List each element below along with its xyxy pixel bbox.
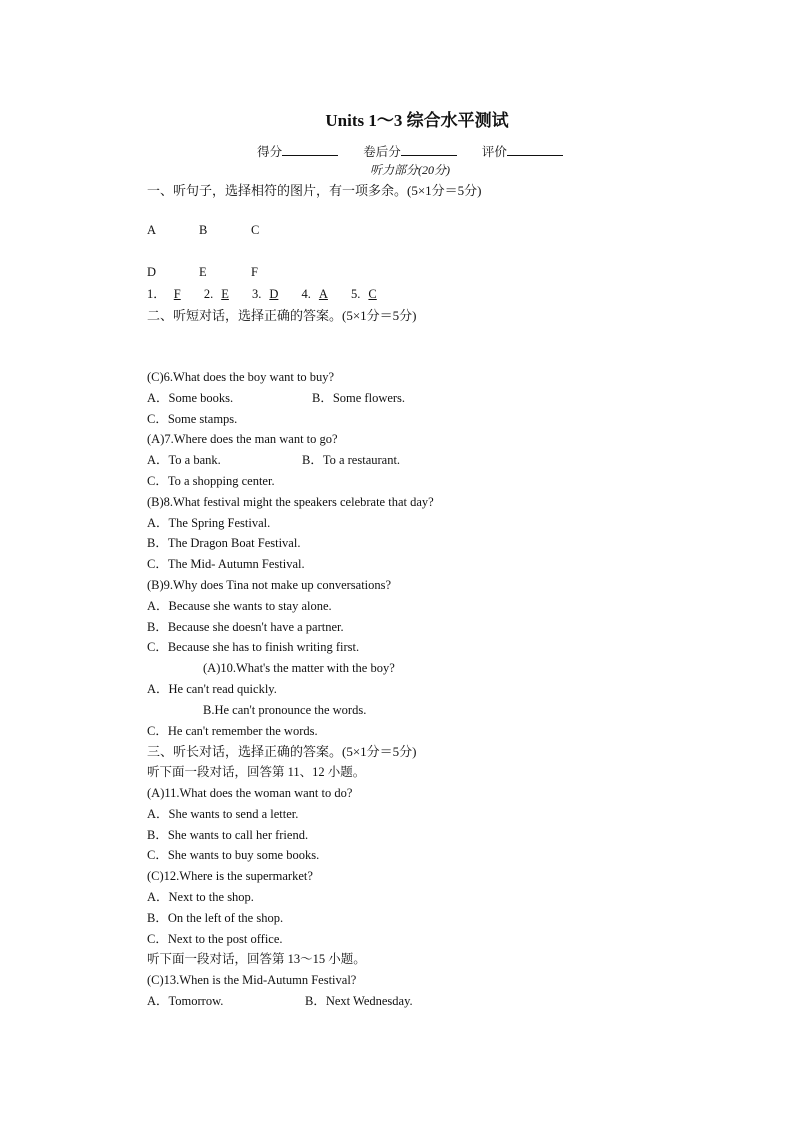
listening-section-note: 听力部分(20分): [370, 163, 450, 177]
answer-item: [351, 287, 385, 301]
question-6-option-c: C．Some stamps.: [147, 412, 238, 426]
question-7-option-c: C．To a shopping center.: [147, 474, 275, 488]
answer-value: A: [318, 287, 328, 301]
question-13-options-ab: [147, 994, 413, 1009]
question-11-option-b: B．She wants to call her friend.: [147, 828, 309, 842]
picture-label: B: [199, 223, 208, 237]
answer-item: [252, 287, 286, 301]
question-12-option-c: C．Next to the post office.: [147, 932, 283, 946]
question-8-option-c: C．The Mid- Autumn Festival.: [147, 557, 305, 571]
question-8-option-b: B．The Dragon Boat Festival.: [147, 536, 301, 550]
picture-labels-row1: [147, 223, 303, 238]
question-9-option-c: C．Because she has to finish writing first.: [147, 640, 360, 654]
answer-item: [147, 287, 189, 301]
question-6: (C)6.What does the boy want to buy?: [147, 370, 335, 384]
answer-value: E: [221, 287, 229, 301]
score-label: 得分: [257, 145, 283, 159]
answer-value: F: [173, 287, 181, 301]
picture-labels-row2: [147, 265, 303, 280]
evaluation-blank: [507, 143, 563, 156]
question-11-option-c: C．She wants to buy some books.: [147, 848, 320, 862]
question-8-option-a: A．The Spring Festival.: [147, 516, 271, 530]
answer-value: D: [269, 287, 279, 301]
answer-value: C: [368, 287, 377, 301]
answer-number: 4.: [301, 287, 311, 301]
question-6-options-ab: [147, 391, 405, 406]
option-b: B．To a restaurant.: [302, 453, 401, 467]
question-10-option-b: B.He can't pronounce the words.: [203, 703, 367, 717]
page-title: Units 1～3 综合水平测试: [325, 111, 509, 130]
picture-label: C: [251, 223, 260, 237]
score-line: [0, 142, 794, 160]
part3-heading: 三、听长对话，选择正确的答案。(5×1分＝5分): [147, 744, 417, 759]
final-score-label: 卷后分: [363, 145, 401, 159]
question-11: (A)11.What does the woman want to do?: [147, 786, 353, 800]
question-9-option-b: B．Because she doesn't have a partner.: [147, 620, 344, 634]
answer-item: [204, 287, 237, 301]
question-10-option-c: C．He can't remember the words.: [147, 724, 318, 738]
picture-label: D: [147, 265, 157, 279]
question-12-option-b: B．On the left of the shop.: [147, 911, 284, 925]
evaluation-label: 评价: [481, 145, 507, 159]
question-10: (A)10.What's the matter with the boy?: [203, 661, 395, 675]
answer-item: [302, 287, 336, 301]
answer-number: 1．: [147, 287, 166, 301]
question-13: (C)13.When is the Mid-Autumn Festival?: [147, 973, 357, 987]
option-b: B．Next Wednesday.: [305, 994, 413, 1008]
part1-heading: 一、听句子，选择相符的图片，有一项多余。(5×1分＝5分): [147, 183, 482, 198]
question-12: (C)12.Where is the supermarket?: [147, 869, 313, 883]
question-9-option-a: A．Because she wants to stay alone.: [147, 599, 332, 613]
picture-label: F: [251, 265, 258, 279]
part3-intro-1: 听下面一段对话，回答第 11、12 小题。: [147, 765, 366, 779]
option-b: B．Some flowers.: [312, 391, 406, 405]
answer-number: 3.: [251, 287, 262, 301]
part1-answers: [147, 287, 397, 302]
question-9: (B)9.Why does Tina not make up conversations?: [147, 578, 392, 592]
question-10-option-a: A．He can't read quickly.: [147, 682, 277, 696]
score-blank: [282, 143, 338, 156]
picture-label: A: [147, 223, 157, 237]
part3-intro-2: 听下面一段对话，回答第 13～15 小题。: [147, 952, 366, 966]
option-a: A．Some books.: [147, 391, 234, 405]
question-7-options-ab: [147, 453, 400, 468]
question-11-option-a: A．She wants to send a letter.: [147, 807, 299, 821]
answer-number: 2.: [203, 287, 214, 301]
final-score-blank: [401, 143, 457, 156]
question-12-option-a: A．Next to the shop.: [147, 890, 254, 904]
picture-label: E: [199, 265, 207, 279]
question-7: (A)7.Where does the man want to go?: [147, 432, 338, 446]
question-8: (B)8.What festival might the speakers celebrate that day?: [147, 495, 434, 509]
answer-number: 5.: [351, 287, 361, 301]
part2-heading: 二、听短对话，选择正确的答案。(5×1分＝5分): [147, 308, 417, 323]
option-a: A．To a bank.: [147, 453, 221, 467]
option-a: A．Tomorrow.: [147, 994, 224, 1008]
